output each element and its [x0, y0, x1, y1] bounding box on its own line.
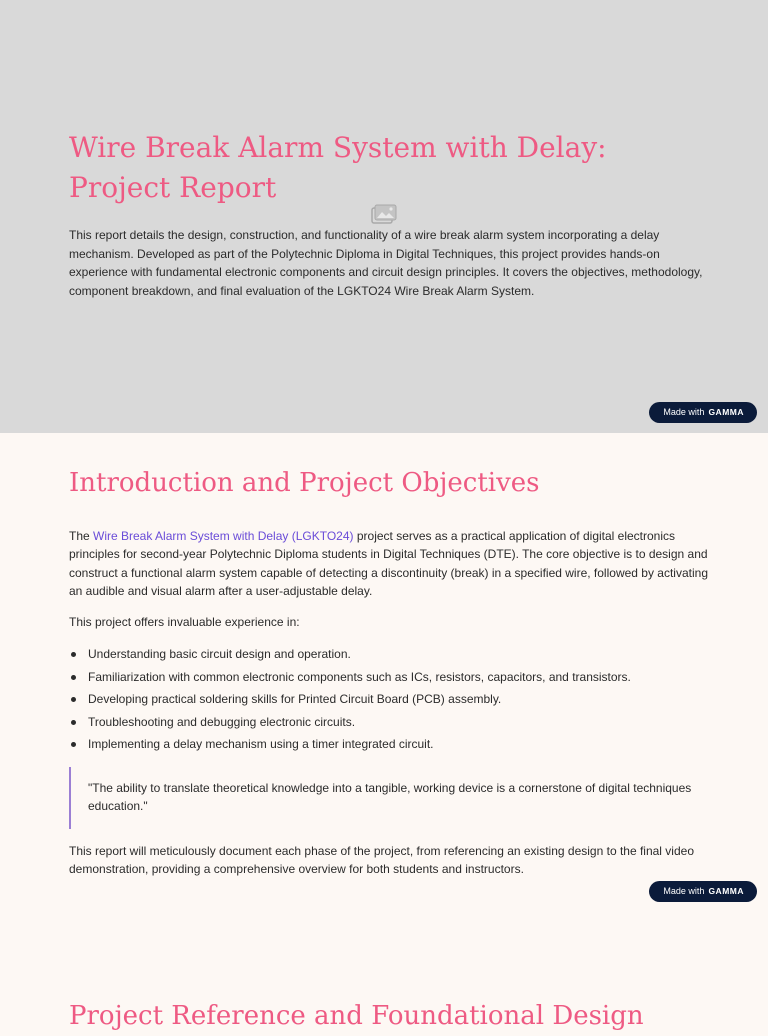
- objectives-text-start: The: [69, 529, 94, 543]
- badge-prefix: Made with: [663, 886, 705, 896]
- report-title: Wire Break Alarm System with Delay: Project Report: [69, 131, 607, 204]
- objectives-paragraph: [69, 527, 709, 600]
- objectives-text-end: project serves as a practical application of digital electronics principles for second-year Polytechnic Diploma students in Digital Techniques (DTE). The core objective is to design and construct a functional alarm system capable of detecting a discontinuity (break) in a specified wire, followed by activating an audible and visual alarm after a user-adjustable delay.: [69, 529, 708, 598]
- list-item: Troubleshooting and debugging electronic circuits.: [69, 713, 709, 736]
- list-item: Understanding basic circuit design and operation.: [69, 645, 709, 668]
- pull-quote: "The ability to translate theoretical knowledge into a tangible, working device is a cornerstone of digital techniques education.": [69, 767, 709, 829]
- gamma-logo: GAMMA: [708, 886, 744, 896]
- project-link[interactable]: Wire Break Alarm System with Delay (LGKTO24): [93, 529, 354, 543]
- list-item: Familiarization with common electronic components such as ICs, resistors, capacitors, and transistors.: [69, 668, 709, 691]
- image-placeholder-icon: [371, 204, 397, 224]
- list-item: Implementing a delay mechanism using a timer integrated circuit.: [69, 735, 709, 758]
- gamma-logo: GAMMA: [708, 407, 744, 417]
- made-with-gamma-badge[interactable]: [649, 881, 757, 902]
- list-item: Developing practical soldering skills for Printed Circuit Board (PCB) assembly.: [69, 690, 709, 713]
- made-with-gamma-badge[interactable]: [649, 402, 757, 423]
- experience-list: [69, 645, 709, 758]
- badge-prefix: Made with: [663, 407, 705, 417]
- report-overview-paragraph: This report will meticulously document each phase of the project, from referencing an existing design to the final video demonstration, providing a comprehensive overview for both students and instructors.: [69, 844, 694, 877]
- report-summary: This report details the design, construction, and functionality of a wire break alarm system incorporating a delay mechanism. Developed as part of the Polytechnic Diploma in Digital Techniques, this project provides hands-on experience with fundamental electronic components and circuit design principles. It covers the objectives, methodology, component breakdown, and final evaluation of the LGKTO24 Wire Break Alarm System.: [69, 228, 703, 298]
- section-title-project-reference: Project Reference and Foundational Design: [69, 1001, 644, 1031]
- experience-intro: This project offers invaluable experience in:: [69, 615, 300, 629]
- section-title-introduction: Introduction and Project Objectives: [69, 468, 540, 498]
